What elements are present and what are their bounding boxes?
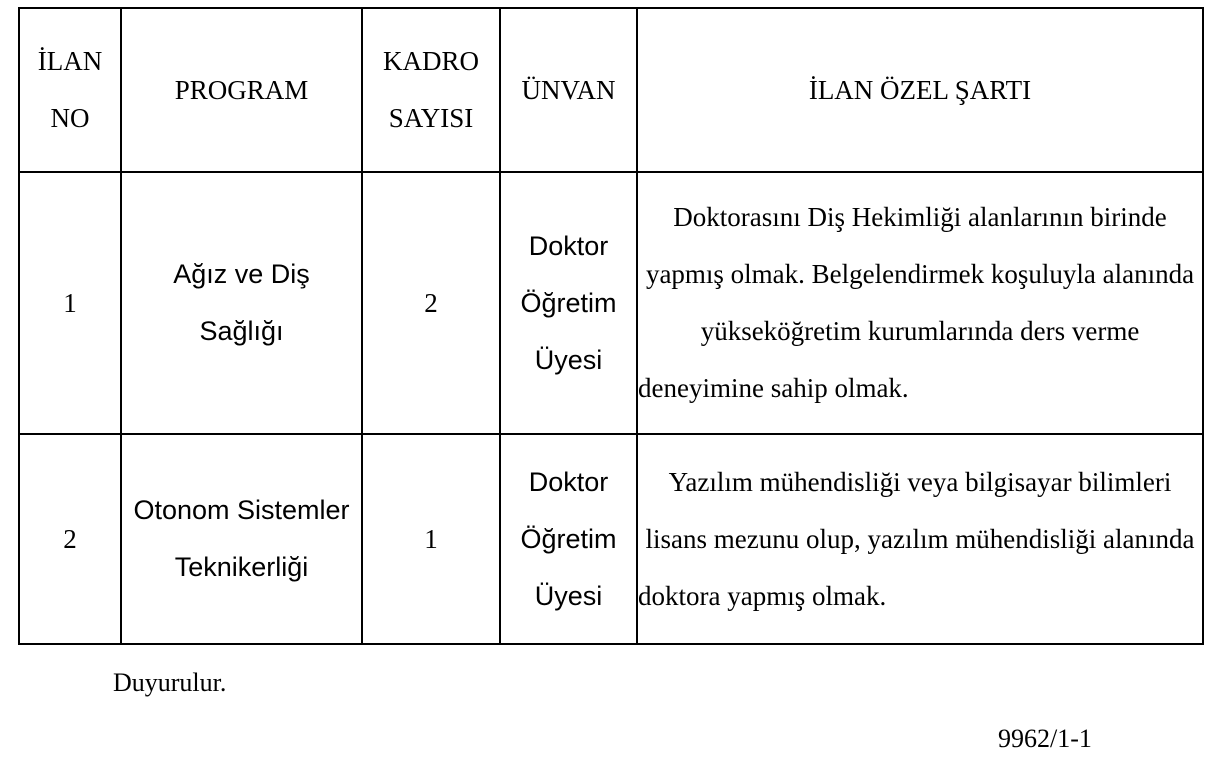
cell-program: Otonom Sistemler Teknikerliği [121,434,362,644]
cell-unvan: Doktor Öğretim Üyesi [500,172,637,434]
header-ilan-ozel-sarti: İLAN ÖZEL ŞARTI [637,8,1203,172]
cell-unvan: Doktor Öğretim Üyesi [500,434,637,644]
cell-ilan-no: 2 [19,434,121,644]
header-unvan: ÜNVAN [500,8,637,172]
cell-kadro-sayisi: 2 [362,172,500,434]
header-kadro-sayisi: KADRO SAYISI [362,8,500,172]
table-row [19,434,1203,644]
cell-ilan-ozel-sarti: Doktorasını Diş Hekimliği alanlarının birinde yapmış olmak. Belgelendirmek koşuluyla alanında yükseköğretim kurumlarında ders verme deneyimine sahip olmak. [637,172,1203,434]
announcement-table [18,7,1204,645]
cell-program: Ağız ve Diş Sağlığı [121,172,362,434]
cell-ilan-no: 1 [19,172,121,434]
header-program: PROGRAM [121,8,362,172]
header-ilan-no: İLAN NO [19,8,121,172]
table-header-row [19,8,1203,172]
announcement-reference-number: 9962/1-1 [998,724,1092,753]
cell-kadro-sayisi: 1 [362,434,500,644]
table-row [19,172,1203,434]
announcement-closing-text: Duyurulur. [113,668,227,697]
cell-ilan-ozel-sarti: Yazılım mühendisliği veya bilgisayar bilimleri lisans mezunu olup, yazılım mühendisliği alanında doktora yapmış olmak. [637,434,1203,644]
